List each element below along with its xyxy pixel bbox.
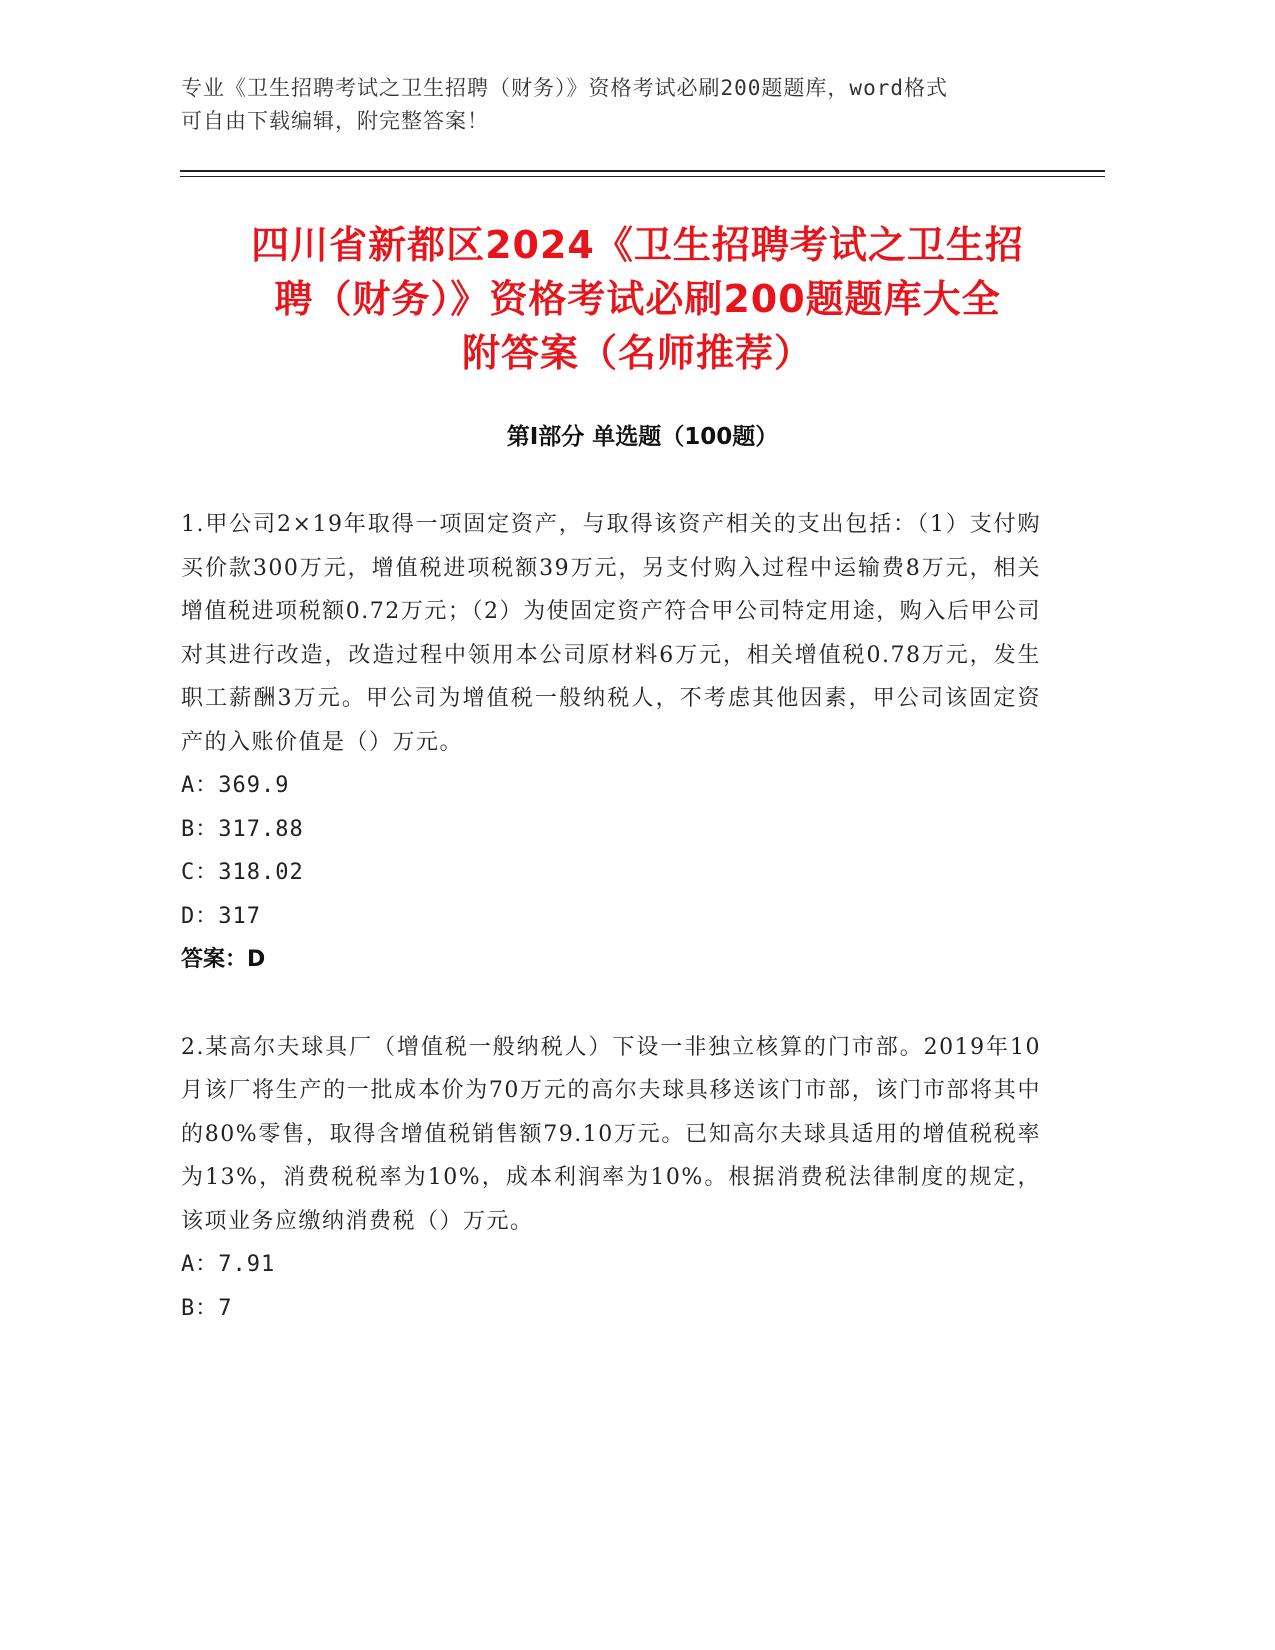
question-list — [181, 503, 1041, 1374]
header-note — [181, 72, 1041, 138]
header-note-line-2: 可自由下载编辑，附完整答案！ — [181, 109, 489, 133]
header-note-line-1: 专业《卫生招聘考试之卫生招聘（财务）》资格考试必刷200题题库，word格式 — [181, 76, 948, 100]
header-divider-thick — [180, 170, 1105, 172]
document-title-line-1: 四川省新都区2024《卫生招聘考试之卫生招 — [251, 223, 1024, 267]
option-a: A：369.9 — [181, 773, 290, 798]
document-title-line-2: 聘（财务）》资格考试必刷200题题库大全 — [274, 277, 1001, 321]
option-a: A：7.91 — [181, 1252, 276, 1277]
answer-label: 答案：D — [181, 947, 266, 972]
option-b: B：317.88 — [181, 816, 304, 842]
question-item — [181, 503, 1041, 982]
section-heading: 第Ⅰ部分 单选题（100题） — [506, 424, 779, 450]
option-d: D：317 — [181, 903, 261, 929]
header-divider-thin — [180, 176, 1105, 177]
question-stem: 2.某高尔夫球具厂（增值税一般纳税人）下设一非独立核算的门市部。2019年10月该厂将生产的一批成本价为70万元的高尔夫球具移送该门市部，该门市部将其中的80%零售，取得含增值税销售额79.10万元。已知高尔夫球具适用的增值税税率为13%，消费税税率为10%，成本利润率为10%。根据消费税法律制度的规定，该项业务应缴纳消费税（）万元。 — [181, 1034, 1041, 1234]
question-item — [181, 1026, 1041, 1331]
option-b: B：7 — [181, 1295, 233, 1321]
document-title-line-3: 附答案（名师推荐） — [461, 331, 813, 375]
document-title — [160, 218, 1115, 380]
question-stem: 1.甲公司2×19年取得一项固定资产，与取得该资产相关的支出包括：（1）支付购买价款300万元，增值税进项税额39万元，另支付购入过程中运输费8万元，相关增值税进项税额0.72万元；（2）为使固定资产符合甲公司特定用途，购入后甲公司对其进行改造，改造过程中领用本公司原材料6万元，相关增值税0.78万元，发生职工薪酬3万元。甲公司为增值税一般纳税人，不考虑其他因素，甲公司该固定资产的入账价值是（）万元。 — [181, 512, 1041, 755]
option-c: C：318.02 — [181, 860, 304, 885]
